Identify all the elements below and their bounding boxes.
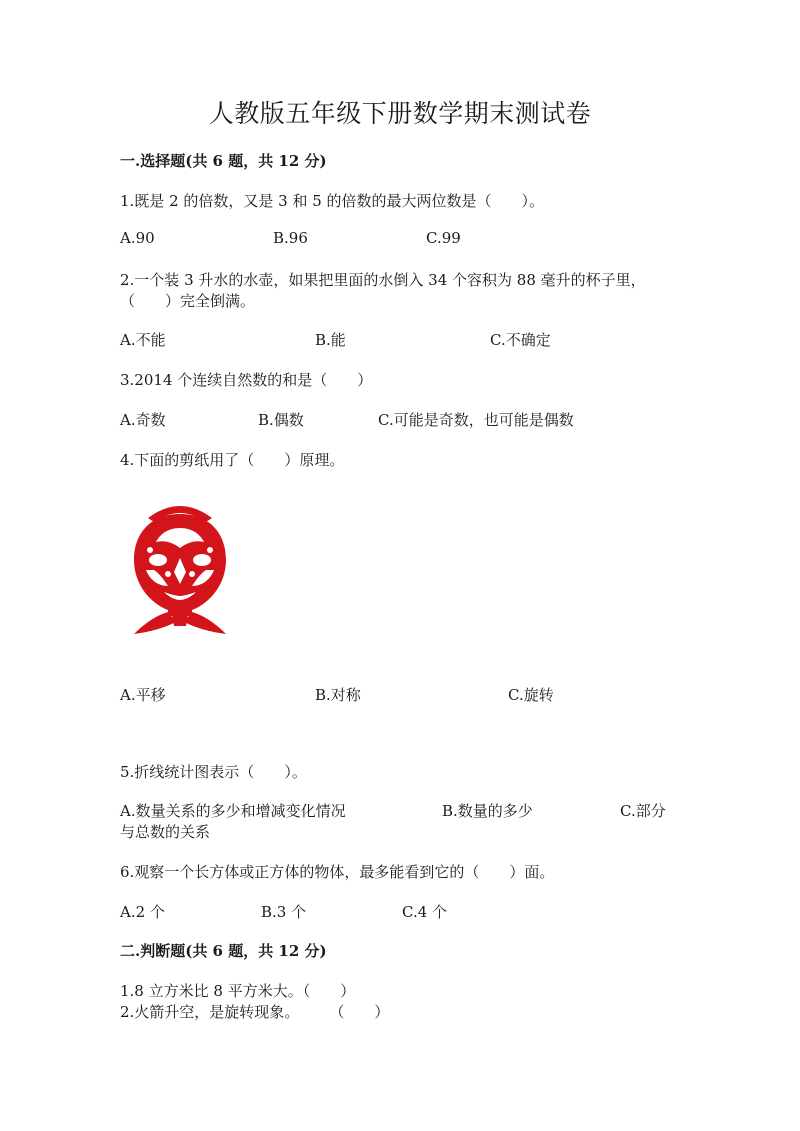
- q5-option-c-continuation: 与总数的关系: [120, 823, 211, 841]
- q3-option-c: C.可能是奇数，也可能是偶数: [378, 411, 574, 429]
- question-2-line-2: （ ）完全倒满。: [120, 292, 256, 310]
- tf-item-1: 1.8 立方米比 8 平方米大。（ ）: [120, 982, 356, 1000]
- paper-cut-image: [120, 500, 240, 640]
- q1-option-b: B.96: [273, 229, 308, 247]
- tf-item-2: 2.火箭升空，是旋转现象。 （ ）: [120, 1003, 390, 1021]
- q1-option-c: C.99: [426, 229, 461, 247]
- q5-option-c: C.部分: [620, 802, 666, 820]
- question-6: 6.观察一个长方体或正方体的物体，最多能看到它的（ ）面。: [120, 863, 555, 881]
- question-1: 1.既是 2 的倍数，又是 3 和 5 的倍数的最大两位数是（ ）。: [120, 192, 545, 210]
- question-4: 4.下面的剪纸用了（ ）原理。: [120, 451, 345, 469]
- q2-option-c: C.不确定: [490, 331, 551, 349]
- q4-option-a: A.平移: [120, 686, 166, 704]
- q6-option-a: A.2 个: [120, 903, 165, 921]
- question-5: 5.折线统计图表示（ ）。: [120, 763, 307, 781]
- q6-option-b: B.3 个: [261, 903, 307, 921]
- q4-option-c: C.旋转: [508, 686, 554, 704]
- section-heading-true-false: 二.判断题(共 6 题，共 12 分): [120, 942, 327, 960]
- q3-option-b: B.偶数: [258, 411, 304, 429]
- q6-option-c: C.4 个: [402, 903, 448, 921]
- question-2-line-1: 2.一个装 3 升水的水壶，如果把里面的水倒入 34 个容积为 88 毫升的杯子里，: [120, 271, 646, 289]
- page-title: 人教版五年级下册数学期末测试卷: [208, 99, 592, 128]
- q1-option-a: A.90: [120, 229, 155, 247]
- section-heading-choice: 一.选择题(共 6 题，共 12 分): [120, 152, 327, 170]
- q5-option-a: A.数量关系的多少和增减变化情况: [120, 802, 346, 820]
- q2-option-a: A.不能: [120, 331, 166, 349]
- q5-option-b: B.数量的多少: [442, 802, 533, 820]
- question-3: 3.2014 个连续自然数的和是（ ）: [120, 371, 373, 389]
- q4-option-b: B.对称: [315, 686, 361, 704]
- q3-option-a: A.奇数: [120, 411, 166, 429]
- q2-option-b: B.能: [315, 331, 346, 349]
